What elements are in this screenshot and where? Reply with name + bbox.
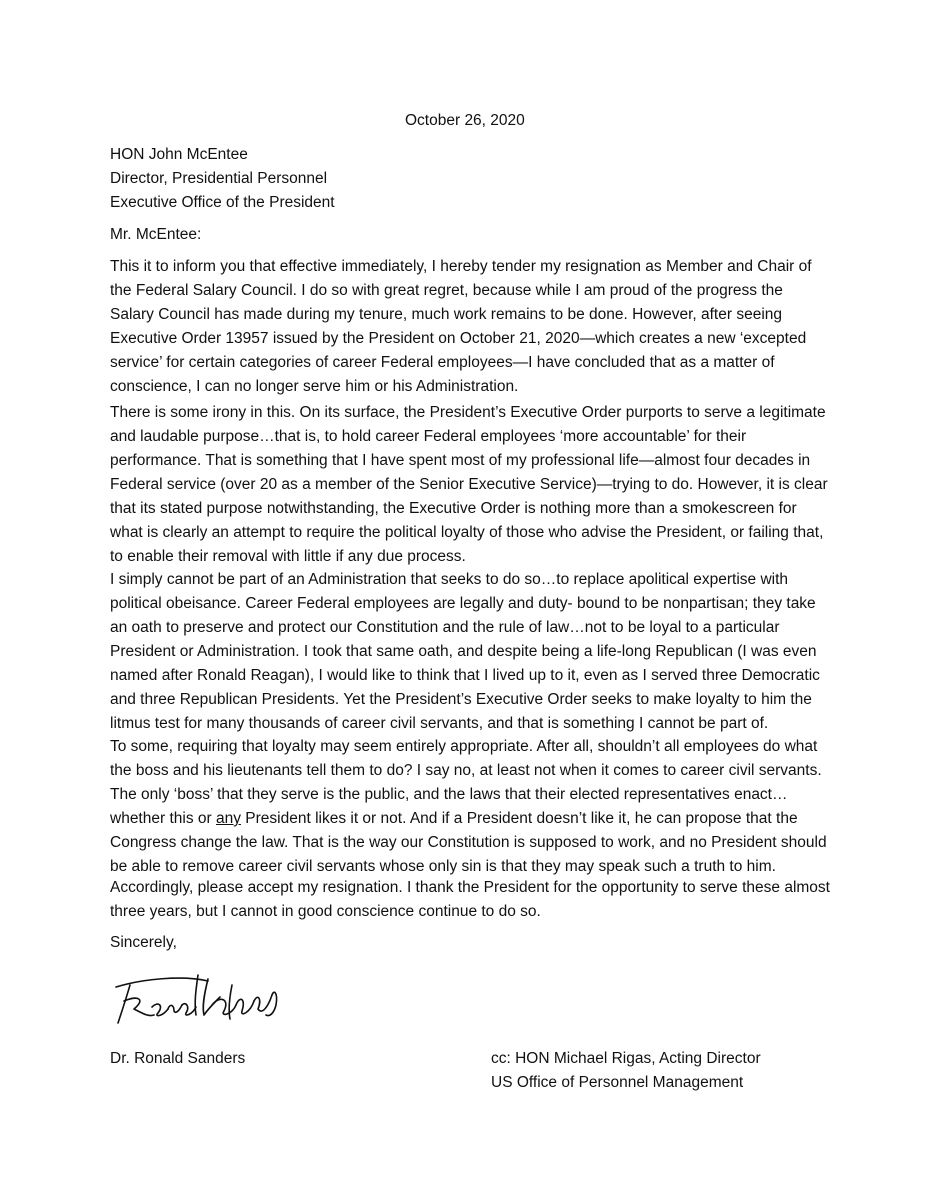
paragraph-text [110, 735, 830, 879]
cc-line-2: US Office of Personnel Management [491, 1074, 744, 1091]
paragraph-5 [110, 876, 830, 924]
recipient-office: Executive Office of the President [110, 194, 335, 211]
paragraph-4 [110, 735, 830, 879]
closing: Sincerely, [110, 934, 177, 951]
recipient-title: Director, Presidential Personnel [110, 170, 328, 187]
paragraph-4-before: To some, requiring that loyalty may seem entirely appropriate. After all, shouldn’t all employees do what the boss and his lieutenants tell them to do? I say no, at least not when it comes to career civil servants. The only ‘boss’ that they serve is the public, and the laws that their elected representatives enact…whether this or [110, 738, 822, 827]
cc-block [491, 1047, 761, 1095]
paragraph-4-after: President likes it or not. And if a President doesn’t like it, he can propose that the Congress change the law. That is the way our Constitution is supposed to work, and no President should be able to remove career civil servants whose only sin is that they may speak such a truth to him. [110, 810, 827, 875]
letter-date: October 26, 2020 [405, 112, 525, 129]
cc-line-1: cc: HON Michael Rigas, Acting Director [491, 1050, 761, 1067]
signer-name: Dr. Ronald Sanders [110, 1050, 246, 1067]
recipient-name: HON John McEntee [110, 146, 248, 163]
paragraph-1 [110, 255, 830, 399]
paragraph-2 [110, 401, 830, 569]
emphasis-any: any [215, 810, 241, 827]
recipient-address [110, 143, 335, 215]
paragraph-text: I simply cannot be part of an Administration that seeks to do so…to replace apolitical expertise with political obeisance. Career Federal employees are legally and duty- bound to be nonpartisan; they take an oath to preserve and protect our Constitution and the rule of law…not to be loyal to a particular President or Administration. I took that same oath, and despite being a life-long Republican (I was even named after Ronald Reagan), I would like to think that I lived up to it, even as I served three Democratic and three Republican Presidents. Yet the President’s Executive Order seeks to make loyalty to him the litmus test for many thousands of career civil servants, and that is something I cannot be part of. [110, 571, 820, 732]
paragraph-text: Accordingly, please accept my resignation. I thank the President for the opportunity to serve these almost three years, but I cannot in good conscience continue to do so. [110, 879, 830, 920]
paragraph-text: There is some irony in this. On its surface, the President’s Executive Order purports to serve a legitimate and laudable purpose…that is, to hold career Federal employees ‘more accountable’ for their performance. That is something that I have spent most of my professional life—almost four decades in Federal service (over 20 as a member of the Senior Executive Service)—trying to do. However, it is clear that its stated purpose notwithstanding, the Executive Order is nothing more than a smokescreen for what is clearly an attempt to require the political loyalty of those who advise the President, or failing that, to enable their removal with little if any due process. [110, 404, 828, 565]
paragraph-3 [110, 568, 830, 736]
paragraph-text: This it to inform you that effective immediately, I hereby tender my resignation as Member and Chair of the Federal Salary Council. I do so with great regret, because while I am proud of the progress the Salary Council has made during my tenure, much work remains to be done. However, after seeing Executive Order 13957 issued by the President on October 21, 2020—which creates a new ‘excepted service’ for certain categories of career Federal employees—I have concluded that as a matter of conscience, I can no longer serve him or his Administration. [110, 258, 812, 395]
handwritten-signature [112, 965, 282, 1035]
salutation: Mr. McEntee: [110, 226, 202, 243]
